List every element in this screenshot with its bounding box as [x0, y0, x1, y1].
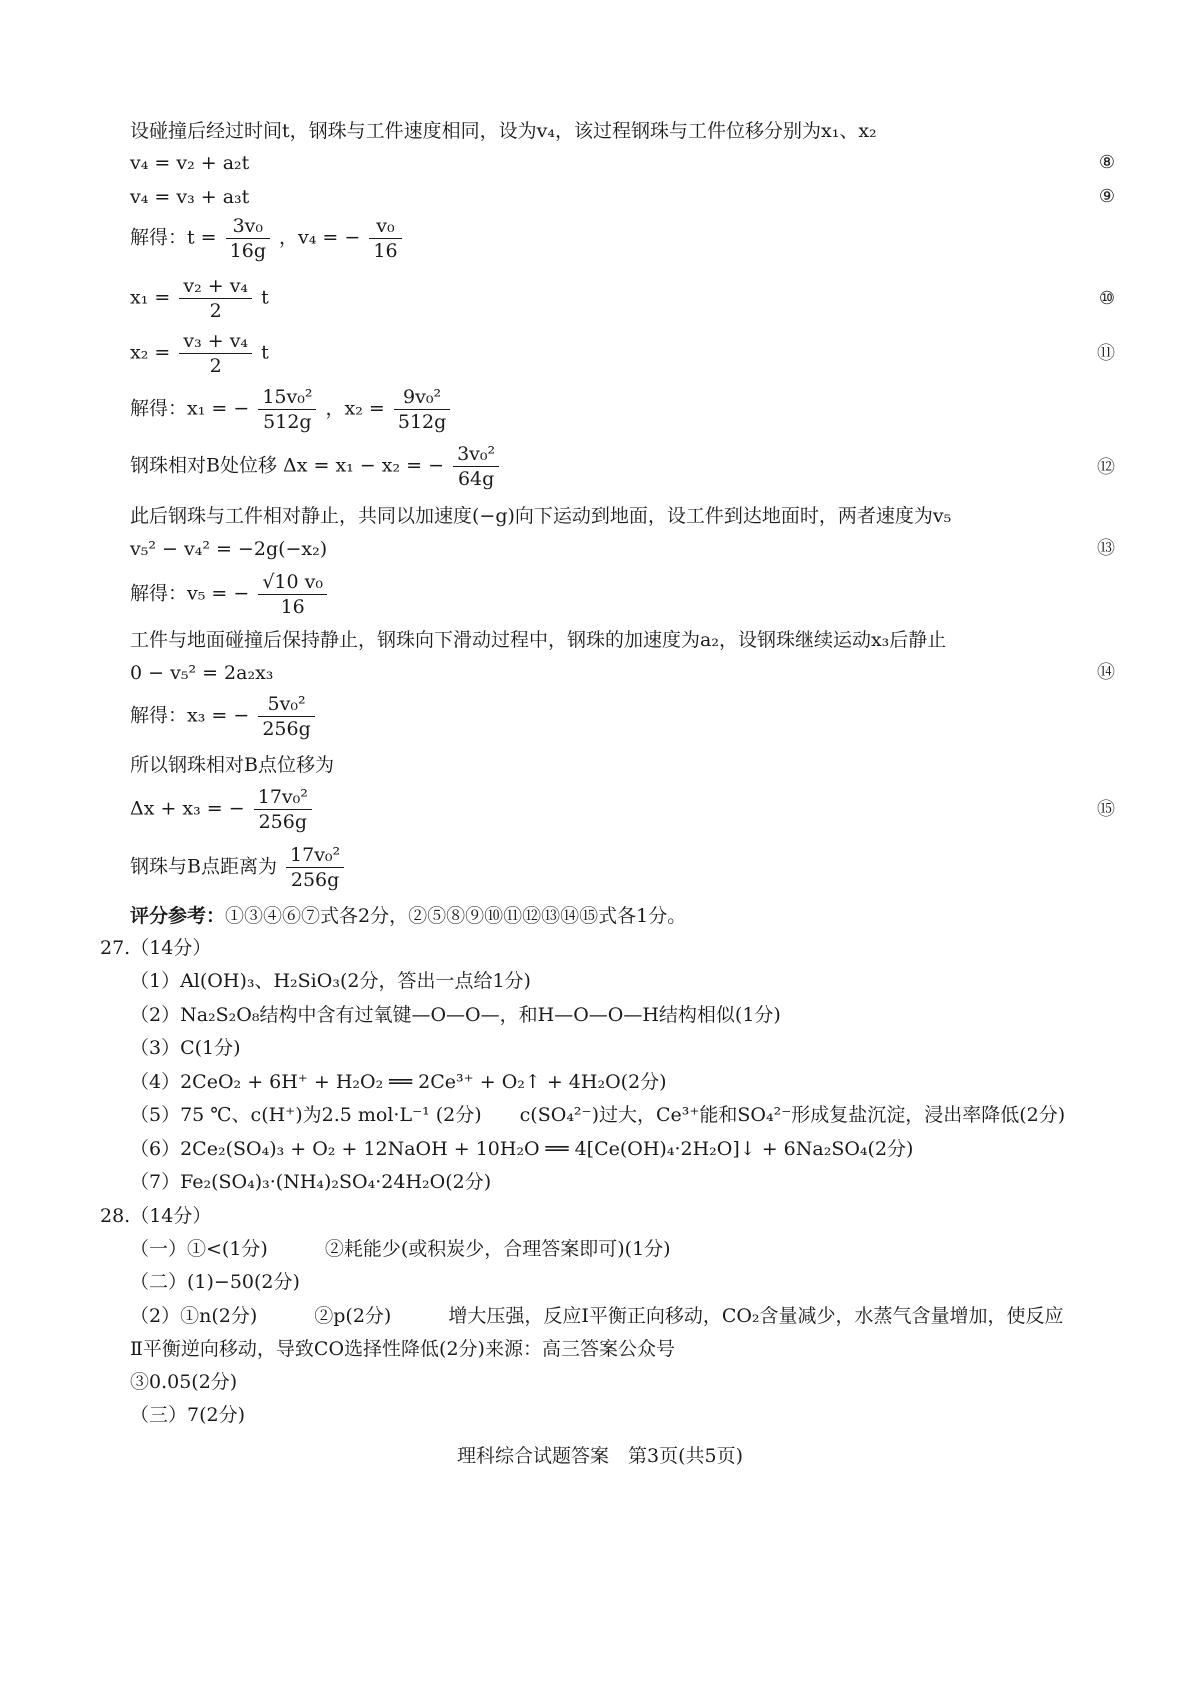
equation-text: Δx + x₃ = − [130, 797, 245, 820]
equation-line [130, 785, 315, 834]
equation-text: 钢珠相对B处位移 Δx = x₁ − x₂ = − [130, 454, 445, 477]
text-line: 设碰撞后经过时间t，钢珠与工件速度相同，设为v₄，该过程钢珠与工件位移分别为x₁、x₂ [130, 120, 877, 142]
denominator: 2 [209, 355, 222, 377]
scoring-text: ①③④⑥⑦式各2分，②⑤⑧⑨⑩⑪⑫⑬⑭⑮式各1分。 [225, 905, 687, 927]
fraction [453, 442, 499, 491]
fraction [286, 843, 344, 892]
numerator: 3v₀² [453, 442, 499, 467]
denominator: 16g [229, 240, 266, 262]
equation-text: ，v₄ = − [279, 226, 361, 249]
numerator: v₂ + v₄ [179, 274, 252, 299]
answer-line: （2）①n(2分) ②p(2分) 增大压强，反应Ⅰ平衡正向移动，CO₂含量减少，水蒸气含量增加，使反应 [130, 1305, 1064, 1327]
numerator: 17v₀² [286, 843, 344, 868]
equation-line: v₄ = v₂ + a₂t [130, 152, 250, 174]
equation-line [130, 442, 502, 491]
equation-number: ⑨ [1098, 186, 1115, 207]
answer-line: （6）2Ce₂(SO₄)₃ + O₂ + 12NaOH + 10H₂O ══ 4[Ce(OH)₄·2H₂O]↓ + 6Na₂SO₄(2分) [130, 1138, 914, 1160]
equation-line [130, 692, 318, 741]
equation-number: ⑭ [1097, 662, 1115, 683]
equation-text: 解得：x₁ = − [130, 397, 250, 420]
equation-text: 解得：v₅ = − [130, 582, 250, 605]
equation-line [130, 570, 330, 619]
answer-line: （7）Fe₂(SO₄)₃·(NH₄)₂SO₄·24H₂O(2分) [130, 1171, 492, 1193]
equation-line: v₅² − v₄² = −2g(−x₂) [130, 538, 328, 560]
answer-line: （二）(1)−50(2分) [130, 1271, 300, 1293]
numerator: 15v₀² [258, 385, 316, 410]
fraction [394, 385, 450, 434]
denominator: 256g [258, 811, 308, 833]
fraction [179, 274, 252, 323]
fraction [179, 329, 252, 378]
answer-line: （5）75 ℃、c(H⁺)为2.5 mol·L⁻¹ (2分) c(SO₄²⁻)过大，Ce³⁺能和SO₄²⁻形成复盐沉淀，浸出率降低(2分) [130, 1104, 1066, 1126]
answer-line: （4）2CeO₂ + 6H⁺ + H₂O₂ ══ 2Ce³⁺ + O₂↑ + 4H₂O(2分) [130, 1071, 667, 1093]
equation-number: ⑩ [1098, 288, 1115, 309]
equation-line [130, 274, 269, 323]
fraction [258, 385, 316, 434]
equation-text: 钢珠与B点距离为 [130, 855, 277, 878]
answer-line: （1）Al(OH)₃、H₂SiO₃(2分，答出一点给1分) [130, 970, 531, 992]
fraction [226, 214, 270, 263]
equation-line [130, 385, 453, 434]
fraction [258, 570, 327, 619]
numerator: 5v₀² [258, 692, 314, 717]
equation-text: 解得：t = [130, 226, 217, 249]
numerator: 17v₀² [254, 785, 312, 810]
numerator: 3v₀ [226, 214, 270, 239]
equation-number: ⑧ [1098, 152, 1115, 173]
question-27-heading: 27.（14分） [100, 937, 212, 959]
denominator: 2 [209, 300, 222, 322]
equation-line: 0 − v₅² = 2a₂x₃ [130, 662, 274, 684]
page-footer: 理科综合试题答案 第3页(共5页) [456, 1445, 743, 1467]
equation-text: t [261, 286, 269, 309]
answer-line: （三）7(2分) [130, 1404, 246, 1426]
numerator: 9v₀² [394, 385, 450, 410]
equation-line [130, 214, 405, 263]
answer-line: （一）①<(1分) ②耗能少(或积炭少，合理答案即可)(1分) [130, 1238, 671, 1260]
answer-line: Ⅱ平衡逆向移动，导致CO选择性降低(2分)来源：高三答案公众号 [130, 1338, 675, 1360]
fraction [258, 692, 314, 741]
numerator: √10 v₀ [258, 570, 327, 595]
denominator: 256g [262, 718, 311, 740]
answer-line: （2）Na₂S₂O₈结构中含有过氧键—O—O—，和H—O—O—H结构相似(1分) [130, 1004, 781, 1026]
answer-line: ③0.05(2分) [130, 1371, 238, 1393]
denominator: 16 [280, 596, 305, 618]
equation-number: ⑪ [1097, 343, 1115, 364]
question-28-heading: 28.（14分） [100, 1205, 212, 1227]
equation-number: ⑬ [1097, 538, 1115, 559]
denominator: 16 [373, 240, 398, 262]
equation-line: v₄ = v₃ + a₃t [130, 186, 250, 208]
answer-line: （3）C(1分) [130, 1037, 241, 1059]
equation-number: ⑫ [1097, 457, 1115, 478]
equation-text: ，x₂ = [325, 397, 385, 420]
text-line: 工件与地面碰撞后保持静止，钢珠向下滑动过程中，钢珠的加速度为a₂，设钢珠继续运动x₃后静止 [130, 629, 947, 651]
equation-line [130, 843, 347, 892]
fraction [254, 785, 312, 834]
denominator: 256g [290, 869, 340, 891]
equation-line [130, 329, 269, 378]
equation-text: x₂ = [130, 341, 171, 364]
equation-text: t [261, 341, 269, 364]
text-line: 所以钢珠相对B点位移为 [130, 754, 334, 776]
denominator: 512g [397, 411, 447, 433]
numerator: v₃ + v₄ [179, 329, 252, 354]
scoring-label: 评分参考： [130, 905, 226, 927]
denominator: 64g [457, 468, 495, 490]
scoring-reference [130, 903, 686, 929]
fraction [369, 214, 401, 263]
equation-number: ⑮ [1097, 799, 1115, 820]
numerator: v₀ [369, 214, 401, 239]
equation-text: x₁ = [130, 286, 171, 309]
denominator: 512g [263, 411, 312, 433]
text-line: 此后钢珠与工件相对静止，共同以加速度(−g)向下运动到地面，设工件到达地面时，两者速度为v₅ [130, 505, 952, 527]
equation-text: 解得：x₃ = − [130, 704, 250, 727]
